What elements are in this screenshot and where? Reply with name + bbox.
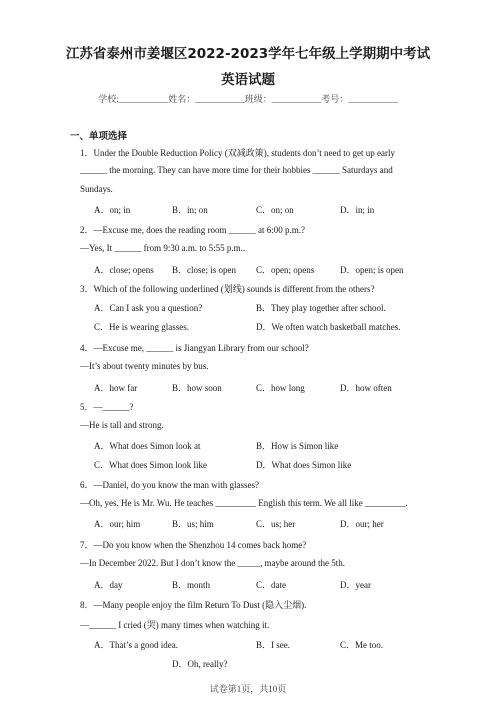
question-8-line-2: —______ I cried (哭) many times when watching it. [80,620,270,630]
question-7-line-2: —In December 2022. But I don’t know the _____, maybe around the 5th. [80,558,346,568]
question-7-option-c: C．date [256,580,286,590]
question-4-option-d: D．how often [340,383,392,393]
question-3-option-d: D．We often watch basketball matches. [256,322,401,332]
question-4-option-b: B．how soon [172,383,222,393]
page-footer: 试卷第1页，共10页 [209,684,287,694]
student-info-line: 学校:___________姓名：___________班级：___________考号：___________ [98,94,398,104]
question-2-option-c: C．open; opens [256,265,315,275]
question-2-option-b: B．close; is open [172,265,236,275]
question-3-option-b: B．They play together after school. [256,303,386,313]
question-4-line-1: 4．—Excuse me, ______ is Jiangyan Library from our school? [80,343,309,353]
question-3-option-c: C．He is wearing glasses. [94,322,189,332]
question-5-option-b: B．How is Simon like [256,441,339,451]
question-2-option-d: D．open; is open [340,265,404,275]
page-subtitle: 英语试题 [221,72,275,88]
question-5-option-d: D．What does Simon like [256,460,352,470]
question-7-line-1: 7．—Do you know when the Shenzhou 14 comes back home? [80,540,307,550]
question-4-option-a: A．how far [94,383,138,393]
question-6-line-1: 6．—Daniel, do you know the man with glasses? [80,480,259,490]
section-title: 一、单项选择 [70,131,128,142]
question-4-option-c: C．how long [256,383,305,393]
question-5-line-2: —He is tall and strong. [80,420,164,430]
question-8-line-1-text: 8．—Many people enjoy the film Return To Dust (隐入尘烟). [80,600,307,610]
question-7-option-b: B．month [172,580,211,590]
question-7-option-a: A．day [94,580,123,590]
question-2-line-2: —Yes, It ______ from 9:30 a.m. to 5:55 p.m.. [80,243,246,253]
question-1-option-c: C．on; on [256,205,294,215]
question-2-line-1: 2．—Excuse me, does the reading room ______ at 6:00 p.m.? [80,225,305,235]
page-title: 江苏省泰州市姜堰区2022-2023学年七年级上学期期中考试 [65,46,431,62]
question-4-line-2: —It’s about twenty minutes by bus. [80,361,209,371]
question-3-line-1: 3．Which of the following underlined (划线) sounds is different from the others? [80,284,375,294]
question-1-line-1: 1．Under the Double Reduction Policy (双减政策), students don’t need to get up early [80,148,396,158]
question-6-option-a: A．our; him [94,519,141,529]
question-6-option-b: B．us; him [172,519,214,529]
question-1-line-2: ______ the morning. They can have more time for their hobbies ______ Saturdays and [80,165,393,175]
question-1-option-a: A．on; in [94,205,131,215]
question-8-option-a: A．That’s a good idea. [94,640,178,650]
question-5-option-c: C．What does Simon look like [94,460,207,470]
question-8-option-b: B．I see. [256,640,290,650]
question-6-line-2: —Oh, yes. He is Mr. Wu. He teaches _________ English this term. We all like _________. [80,498,408,508]
question-5-line-1: 5．—______? [80,402,134,412]
question-1-option-d: D．in; in [340,205,375,215]
question-6-option-d: D．our; her [340,519,384,529]
question-2-option-a: A．close; opens [94,265,154,275]
question-5-option-a: A．What does Simon look at [94,441,201,451]
question-8-option-c: C．Me too. [340,640,384,650]
question-3-option-a: A．Can I ask you a question? [94,303,203,313]
question-1-line-3: Sundays. [80,184,113,194]
question-7-option-d: D．year [340,580,371,590]
question-1-option-b: B．in; on [172,205,208,215]
question-8-option-d: D．Oh, really? [172,659,228,669]
question-6-option-c: C．us; her [256,519,296,529]
question-8-line-1 [80,598,306,611]
